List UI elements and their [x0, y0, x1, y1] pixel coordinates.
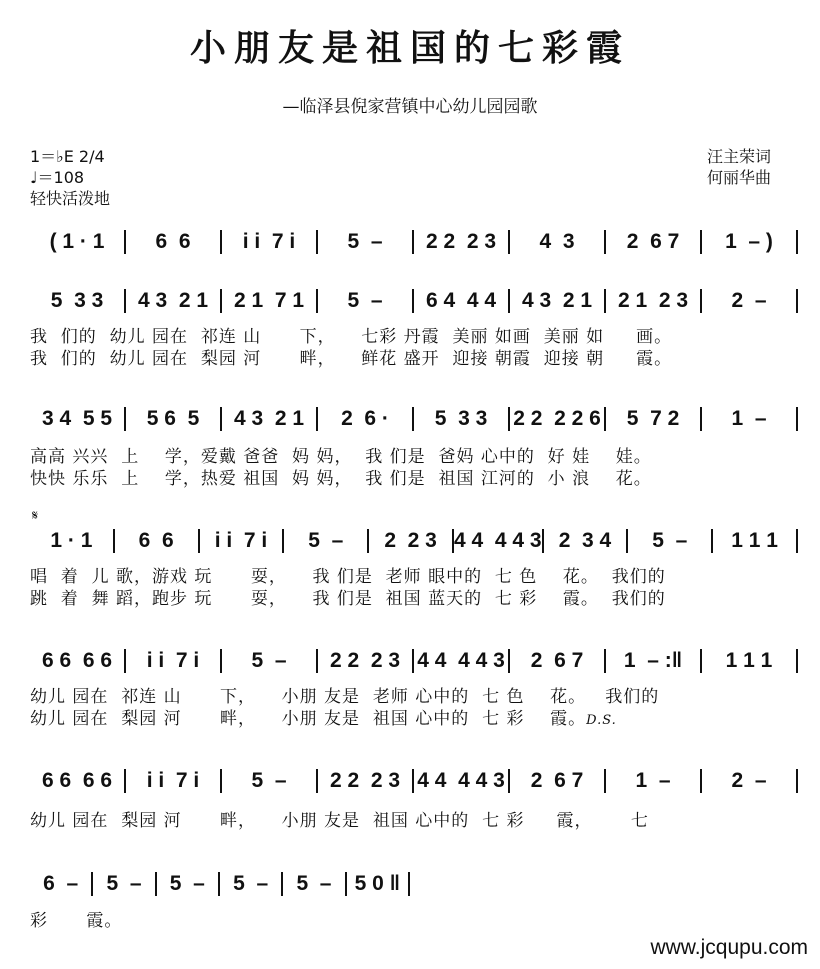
lyric-line [30, 806, 649, 831]
measure: 4 3 2 1 [137, 289, 209, 312]
measure: 6 6 [138, 529, 174, 552]
measure: 1 1 1 [725, 649, 773, 672]
lyric-text: 跳 着 舞 蹈，跑步 玩 耍， 我 们是 祖国 蓝天的 七 彩 霞。 我们的 [30, 589, 666, 609]
measure: 2 – [731, 769, 767, 792]
lyricist: 汪主荣词 [707, 147, 772, 166]
bar-line [796, 529, 798, 553]
bar-line [796, 407, 798, 431]
lyric-line [30, 584, 666, 609]
lyric-line [30, 344, 672, 369]
notation-row [30, 647, 798, 675]
credits [707, 146, 771, 188]
measure: 5 – [347, 230, 383, 253]
measure: 2 2 2 3 [329, 649, 401, 672]
measure: 5 – [169, 872, 205, 895]
measure: 5 – [251, 649, 287, 672]
subtitle: —临泽县倪家营镇中心幼儿园园歌 [282, 97, 538, 117]
measure: i i 7 i [214, 529, 268, 552]
measure: 5 – [106, 872, 142, 895]
measure: 2 2 2 3 [425, 230, 497, 253]
measure: 2 1 7 1 [233, 289, 305, 312]
lyric-text: 幼儿 园在 祁连 山 下， 小朋 友是 老师 心中的 七 色 花。 我们的 [30, 687, 660, 707]
notation-row [30, 228, 798, 256]
measure: 4 3 2 1 [233, 407, 305, 430]
measure: 6 6 [155, 230, 191, 253]
measure: 5 7 2 [626, 407, 680, 430]
lyric-line [30, 464, 652, 489]
measure: 5 – [233, 872, 269, 895]
measure: 2 6 7 [530, 769, 584, 792]
lyric-text: 我 们的 幼儿 园在 梨园 河 畔， 鲜花 盛开 迎接 朝霞 迎接 朝 霞。 [30, 349, 673, 369]
measure: 5 – [251, 769, 287, 792]
measure: 1 – ) [725, 230, 773, 253]
measure: 5 – [296, 872, 332, 895]
measure: i i 7 i [242, 230, 296, 253]
measure: ( 1 · 1 [49, 230, 105, 253]
measure: 2 6 7 [626, 230, 680, 253]
tempo-marking: ♩＝108 [30, 168, 85, 187]
notation-row [30, 527, 798, 555]
measure: 2 2 2 3 [329, 769, 401, 792]
measure: i i 7 i [146, 769, 200, 792]
composer: 何丽华曲 [707, 168, 772, 187]
segno-sign: 𝄋 [32, 508, 39, 524]
measure: 4 4 4 4 3 [417, 649, 505, 672]
measure: 2 1 2 3 [617, 289, 689, 312]
notation-row [30, 767, 798, 795]
measure: 2 3 4 [558, 529, 612, 552]
measure: 5 – [308, 529, 344, 552]
measure: 1 1 1 [731, 529, 778, 552]
measure: 2 6 7 [530, 649, 584, 672]
key-signature: 1＝♭E 2/4 [30, 147, 105, 166]
lyric-text: 快快 乐乐 上 学，热爱 祖国 妈 妈， 我 们是 祖国 江河的 小 浪 花。 [30, 469, 652, 489]
song-title: 小朋友是祖国的七彩霞 [189, 27, 630, 69]
measure: 2 2 3 [384, 529, 437, 552]
measure: 3 4 5 5 [41, 407, 113, 430]
expression-marking: 轻快活泼地 [30, 189, 111, 208]
bar-line [796, 289, 798, 313]
lyric-line [30, 906, 122, 931]
watermark-url: www.jcqupu.com [650, 936, 808, 959]
lyric-text: 彩 霞。 [30, 911, 123, 931]
measure: 5 – [652, 529, 688, 552]
measure: 1 – [731, 407, 767, 430]
bar-line [408, 872, 410, 896]
dal-segno-marking: D.S. [586, 713, 617, 728]
measure: 4 4 4 4 3 [453, 529, 542, 552]
measure: 6 6 6 6 [41, 769, 113, 792]
lyric-text: 高高 兴兴 上 学，爱戴 爸爸 妈 妈， 我 们是 爸妈 心中的 好 娃 娃。 [30, 447, 652, 467]
measure: 4 3 2 1 [521, 289, 593, 312]
notation-row [30, 405, 798, 433]
measure: 6 6 6 6 [41, 649, 113, 672]
lyric-text: 唱 着 儿 歌，游戏 玩 耍， 我 们是 老师 眼中的 七 色 花。 我们的 [30, 567, 666, 587]
lyric-text: 幼儿 园在 梨园 河 畔， 小朋 友是 祖国 心中的 七 彩 霞， 七 [30, 811, 649, 831]
measure: 2 6 · [341, 407, 389, 430]
notation-row [30, 287, 798, 315]
measure: 5 3 3 [50, 289, 104, 312]
measure: 5 3 3 [434, 407, 488, 430]
measure: 6 – [43, 872, 79, 895]
measure: i i 7 i [146, 649, 200, 672]
measure: 1 · 1 [50, 529, 93, 552]
lyric-text: 幼儿 园在 梨园 河 畔， 小朋 友是 祖国 心中的 七 彩 霞。 [30, 709, 587, 729]
measure: 4 3 [539, 230, 575, 253]
measure: 1 – :‖ [623, 649, 683, 672]
bar-line [796, 769, 798, 793]
measure: 2 2 2 2 6 [513, 407, 601, 430]
measure: 5 0 ‖ [354, 872, 401, 895]
score-info [30, 146, 110, 209]
bar-line [796, 649, 798, 673]
measure: 1 – [635, 769, 671, 792]
bar-line [796, 230, 798, 254]
measure: 5 – [347, 289, 383, 312]
measure: 2 – [731, 289, 767, 312]
measure: 4 4 4 4 3 [417, 769, 505, 792]
measure: 6 4 4 4 [425, 289, 497, 312]
notation-row [30, 870, 410, 898]
lyric-text: 我 们的 幼儿 园在 祁连 山 下， 七彩 丹霞 美丽 如画 美丽 如 画。 [30, 327, 673, 347]
measure: 5 6 5 [146, 407, 200, 430]
lyric-line [30, 704, 617, 729]
